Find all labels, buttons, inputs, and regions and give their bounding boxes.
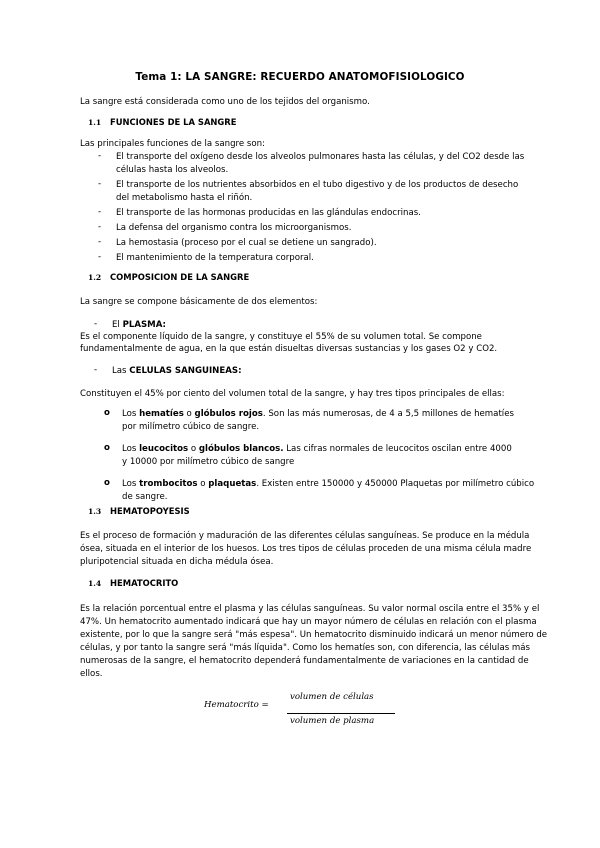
section-title: FUNCIONES DE LA SANGRE	[110, 117, 237, 127]
list-item-continuation: del metabolismo hasta el riñón.	[116, 193, 253, 203]
plasma-text: Es el componente líquido de la sangre, y constituye el 55% de su volumen total. Se compone	[80, 332, 482, 342]
paragraph-line: ósea, situada en el interior de los huesos. Los tres tipos de células proceden de una misma célula madre	[80, 544, 532, 554]
paragraph-line: existente, por lo que la sangre será "más espesa". Un hematocrito disminuido indicará un menor número de	[80, 630, 548, 640]
paragraph-line: 47%. Un hematocrito aumentado indicará que hay un mayor número de células en relación con el plasma	[80, 617, 537, 627]
section-title: HEMATOPOYESIS	[110, 506, 190, 516]
plasma-prefix: El	[112, 320, 120, 330]
cell-type-red-continuation: por milímetro cúbico de sangre.	[122, 422, 260, 432]
bullet-dash: -	[98, 207, 102, 217]
cell-type-white: Los leucocitos o glóbulos blancos. Las cifras normales de leucocitos oscilan entre 4000	[122, 444, 512, 454]
list-item-continuation: células hasta los alveolos.	[116, 165, 229, 175]
plasma-label	[112, 319, 166, 331]
paragraph-line: Es la relación porcentual entre el plasma y las células sanguíneas. Su valor normal oscila entre el 35% y el	[80, 604, 540, 614]
composition-lead: La sangre se compone básicamente de dos elementos:	[80, 297, 318, 307]
circle-bullet-icon: o	[104, 408, 110, 418]
formula-lhs: Hematocrito =	[204, 700, 269, 710]
section-number: 1.1	[88, 118, 102, 127]
list-item: El transporte de las hormonas producidas en las glándulas endocrinas.	[116, 208, 421, 218]
list-item: La defensa del organismo contra los microorganismos.	[116, 223, 352, 233]
list-item: El transporte del oxígeno desde los alveolos pulmonares hasta las células, y del CO2 desde las	[116, 152, 525, 162]
bullet-dash: -	[98, 237, 102, 247]
bullet-dash: -	[98, 252, 102, 262]
cell-type-white-continuation: y 10000 por milímetro cúbico de sangre	[122, 457, 295, 467]
section-heading-composition	[88, 272, 249, 282]
cell-type-red: Los hematíes o glóbulos rojos. Son las más numerosas, de 4 a 5,5 millones de hematíes	[122, 409, 514, 419]
section-title: COMPOSICION DE LA SANGRE	[110, 272, 250, 282]
cell-type-platelets-continuation: de sangre.	[122, 492, 168, 502]
page-title: Tema 1: LA SANGRE: RECUERDO ANATOMOFISIOLOGICO	[135, 71, 465, 83]
circle-bullet-icon: o	[104, 443, 110, 453]
section-heading-functions	[88, 117, 236, 127]
bullet-dash: -	[94, 365, 98, 375]
cells-lead: Constituyen el 45% por ciento del volumen total de la sangre, y hay tres tipos principales de ellas:	[80, 389, 505, 399]
section-heading-hematocrit	[88, 578, 178, 588]
paragraph-line: pluripotencial situada en dicha médula ósea.	[80, 557, 274, 567]
cells-term: CELULAS SANGUINEAS:	[129, 366, 242, 376]
section-number: 1.2	[88, 273, 102, 282]
intro-paragraph: La sangre está considerada como uno de los tejidos del organismo.	[80, 97, 370, 107]
paragraph-line: ellos.	[80, 669, 103, 679]
plasma-text-continuation: fundamentalmente de agua, en la que están disueltas diversas sustancias y los gases O2 y CO2.	[80, 344, 498, 354]
bullet-dash: -	[98, 151, 102, 161]
cells-label	[112, 365, 242, 377]
formula-numerator: volumen de células	[290, 692, 374, 702]
section-number: 1.4	[88, 579, 102, 588]
cell-type-platelets: Los trombocitos o plaquetas. Existen entre 150000 y 450000 Plaquetas por milímetro cúbico	[122, 479, 535, 489]
functions-lead: Las principales funciones de la sangre son:	[80, 139, 265, 149]
list-item: El transporte de los nutrientes absorbidos en el tubo digestivo y de los productos de desecho	[116, 180, 519, 190]
bullet-dash: -	[94, 319, 98, 329]
paragraph-line: Es el proceso de formación y maduración de las diferentes células sanguíneas. Se produce en la médula	[80, 531, 530, 541]
bullet-dash: -	[98, 222, 102, 232]
cells-prefix: Las	[112, 366, 127, 376]
list-item: La hemostasia (proceso por el cual se detiene un sangrado).	[116, 238, 377, 248]
circle-bullet-icon: o	[104, 478, 110, 488]
section-number: 1.3	[88, 507, 102, 516]
plasma-term: PLASMA:	[122, 320, 166, 330]
section-title: HEMATOCRITO	[110, 578, 179, 588]
paragraph-line: células, y por tanto la sangre será "más líquida". Como los hematíes son, con diferencia, las células más	[80, 643, 531, 653]
paragraph-line: numerosas de la sangre, el hematocrito dependerá fundamentalmente de variaciones en la cantidad de	[80, 656, 529, 666]
bullet-dash: -	[98, 179, 102, 189]
section-heading-hematopoiesis	[88, 506, 190, 516]
fraction-bar	[287, 713, 395, 714]
list-item: El mantenimiento de la temperatura corporal.	[116, 253, 314, 263]
formula-denominator: volumen de plasma	[290, 716, 375, 726]
